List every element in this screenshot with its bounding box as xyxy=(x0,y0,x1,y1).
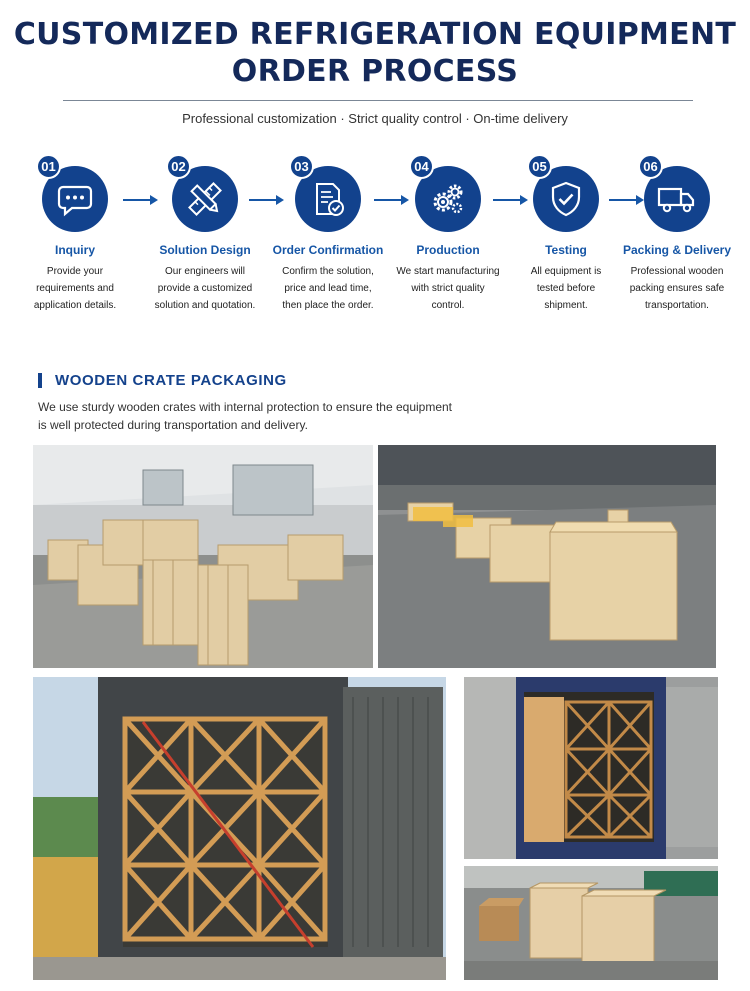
title-divider xyxy=(63,100,693,101)
page-subtitle: Professional customization · Strict quality control · On-time delivery xyxy=(182,111,568,126)
photo-warehouse-crates-left xyxy=(33,445,373,668)
step-desc-line: transportation. xyxy=(645,300,709,311)
step-desc-line: solution and quotation. xyxy=(154,300,256,311)
step-desc-line: Provide your xyxy=(46,266,104,277)
section-accent-bar xyxy=(38,373,42,388)
step-title: Packing & Delivery xyxy=(622,243,732,257)
section-title: WOODEN CRATE PACKAGING xyxy=(55,372,287,389)
step-number: 01 xyxy=(36,154,61,179)
section-desc-line: We use sturdy wooden crates with internal protection to ensure the equipment xyxy=(38,400,453,414)
photo-warehouse-crates-right xyxy=(378,445,716,668)
process-steps xyxy=(0,150,750,320)
step-desc-line: control. xyxy=(431,300,465,311)
ruler-pencil-icon xyxy=(185,179,225,219)
photo-crates-floor xyxy=(464,866,718,980)
step-title: Solution Design xyxy=(159,243,251,257)
arrow-right-icon xyxy=(372,194,412,206)
step-desc-line: price and lead time, xyxy=(284,283,372,294)
title-line-1: CUSTOMIZED REFRIGERATION EQUIPMENT xyxy=(13,17,737,52)
step-desc-line: provide a customized xyxy=(157,283,253,294)
step-number: 06 xyxy=(638,154,663,179)
title-line-2: ORDER PROCESS xyxy=(231,54,519,89)
step-number: 02 xyxy=(166,154,191,179)
step-number: 03 xyxy=(289,154,314,179)
step-description xyxy=(142,263,268,314)
step-desc-line: with strict quality xyxy=(411,283,485,294)
gears-icon xyxy=(427,178,469,220)
shield-check-icon xyxy=(546,179,586,219)
chat-bubble-icon xyxy=(55,179,95,219)
step-desc-line: Confirm the solution, xyxy=(282,266,374,277)
step-description xyxy=(614,263,740,314)
step-number: 04 xyxy=(409,154,434,179)
step-description xyxy=(385,263,511,314)
truck-icon xyxy=(655,179,699,219)
photo-container-small xyxy=(464,677,718,859)
page-title xyxy=(0,16,750,90)
arrow-right-icon xyxy=(121,194,161,206)
step-desc-line: requirements and xyxy=(36,283,114,294)
arrow-right-icon xyxy=(491,194,531,206)
step-desc-line: All equipment is xyxy=(530,266,602,277)
document-check-icon xyxy=(308,179,348,219)
step-desc-line: shipment. xyxy=(544,300,588,311)
arrow-right-icon xyxy=(247,194,287,206)
step-desc-line: Our engineers will xyxy=(164,266,246,277)
step-description xyxy=(12,263,138,314)
step-title: Order Confirmation xyxy=(272,243,384,257)
section-desc-line: is well protected during transportation and delivery. xyxy=(38,418,308,432)
step-desc-line: tested before xyxy=(536,283,596,294)
step-desc-line: packing ensures safe xyxy=(629,283,725,294)
step-title: Testing xyxy=(545,243,587,257)
step-title: Production xyxy=(416,243,480,257)
step-desc-line: then place the order. xyxy=(282,300,374,311)
photo-container-loading xyxy=(33,677,446,980)
step-number: 05 xyxy=(527,154,552,179)
step-description xyxy=(503,263,629,314)
step-description xyxy=(265,263,391,314)
arrow-right-icon xyxy=(607,194,647,206)
step-desc-line: application details. xyxy=(33,300,117,311)
step-title: Inquiry xyxy=(54,243,95,257)
step-desc-line: We start manufacturing xyxy=(396,266,500,277)
section-description xyxy=(38,398,478,434)
step-desc-line: Professional wooden xyxy=(630,266,724,277)
